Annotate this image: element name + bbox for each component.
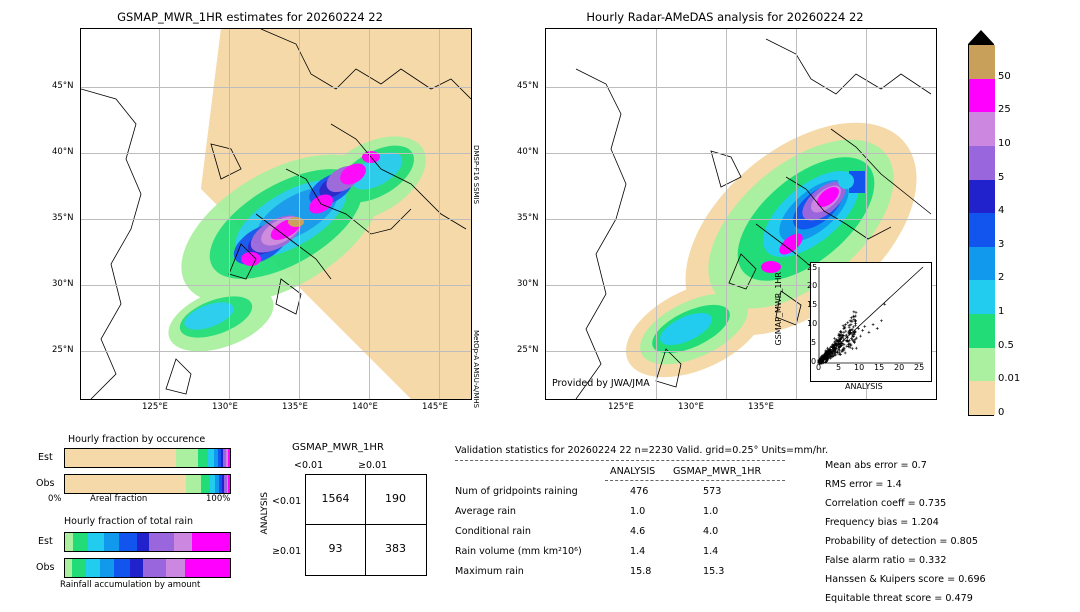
bar-segment — [174, 533, 192, 551]
scatter-point — [863, 325, 866, 328]
scatter-xlabel: ANALYSIS — [845, 382, 883, 391]
colorbar-label: 2 — [998, 272, 1005, 284]
bar-segment — [100, 559, 114, 577]
scatter-point — [846, 321, 849, 324]
scatter-point — [846, 336, 849, 339]
validation-row — [455, 486, 795, 506]
colorbar-segment — [969, 247, 995, 281]
validation-metric: Equitable threat score = 0.479 — [825, 593, 973, 604]
bar-segment — [119, 533, 137, 551]
colorbar-segment — [969, 45, 995, 79]
colorbar-segment — [969, 180, 995, 214]
validation-row-analysis: 4.6 — [630, 526, 646, 537]
validation-col-header-gsmap: GSMAP_MWR_1HR — [673, 466, 762, 477]
validation-metric: Probability of detection = 0.805 — [825, 536, 978, 547]
lon-label: 130°E — [678, 402, 704, 412]
colorbar-label: 25 — [998, 104, 1011, 116]
gridline-lat — [546, 219, 936, 220]
validation-rows — [455, 486, 795, 586]
gridline-lon — [159, 29, 160, 399]
contingency-col-header-2: ≥0.01 — [358, 460, 388, 471]
contingency-col-header-1: <0.01 — [294, 460, 324, 471]
colorbar-segment — [969, 112, 995, 146]
validation-metric: Mean abs error = 0.7 — [825, 460, 927, 471]
lon-label: 135°E — [748, 402, 774, 412]
colorbar-label: 10 — [998, 137, 1011, 149]
scatter-ytick: 10 — [807, 319, 818, 328]
validation-row-gsmap: 4.0 — [703, 526, 719, 537]
scatter-ytick: 15 — [807, 300, 818, 309]
scatter-inset — [807, 262, 932, 382]
validation-row — [455, 566, 795, 586]
occurrence-axis-label: Areal fraction — [90, 494, 148, 504]
colorbar-segment — [969, 348, 995, 382]
validation-row-analysis: 15.8 — [630, 566, 652, 577]
colorbar-segment — [969, 280, 995, 314]
scatter-xtick: 15 — [874, 363, 885, 372]
scatter-point — [855, 347, 858, 350]
validation-row — [455, 546, 795, 566]
scatter-xtick: 25 — [914, 363, 925, 372]
contingency-cell-01: 190 — [385, 492, 406, 505]
scatter-ytick: 20 — [807, 281, 818, 290]
gridline-lat — [81, 351, 471, 352]
bar-segment — [65, 475, 186, 493]
gridline-lat — [546, 153, 936, 154]
contingency-row-header-1-text: <0.01 — [272, 496, 302, 507]
lat-label: 45°N — [517, 81, 539, 91]
occurrence-chart — [20, 434, 250, 514]
bar-segment — [228, 475, 230, 493]
lat-label: 25°N — [52, 345, 74, 355]
gridline-lat — [81, 87, 471, 88]
scatter-point — [847, 345, 850, 348]
lat-label: 25°N — [517, 345, 539, 355]
bar-segment — [65, 559, 72, 577]
bar-segment — [185, 559, 230, 577]
validation-row-label: Conditional rain — [455, 526, 531, 537]
scatter-point — [868, 331, 871, 334]
bar-segment — [137, 533, 149, 551]
contingency-cell-00: 1564 — [321, 492, 350, 505]
total-rain-bar-est — [64, 532, 231, 552]
occurrence-bar-est — [64, 448, 231, 468]
scatter-point — [861, 329, 864, 332]
bar-segment — [166, 559, 185, 577]
total-rain-bar-obs — [64, 558, 231, 578]
scatter-xtick: 0 — [816, 363, 822, 372]
validation-row-gsmap: 1.4 — [703, 546, 719, 557]
lon-label: 130°E — [212, 402, 238, 412]
bar-segment — [201, 475, 209, 493]
validation-row-analysis: 476 — [630, 486, 649, 497]
scatter-point — [844, 352, 847, 355]
scatter-point — [833, 337, 836, 340]
scatter-ytick: 0 — [811, 357, 817, 366]
scatter-point — [838, 351, 841, 354]
contingency-row-header-2 — [272, 546, 301, 557]
occurrence-row-label-obs: Obs — [36, 478, 55, 489]
gridline-lon — [796, 29, 797, 399]
lat-label: 30°N — [517, 279, 539, 289]
occurrence-row-label-est: Est — [38, 452, 53, 463]
scatter-xtick: 5 — [836, 363, 842, 372]
scatter-point — [859, 335, 862, 338]
scatter-point — [855, 311, 858, 314]
provided-by-label: Provided by JWA/JMA — [552, 378, 650, 389]
contingency-grid — [305, 474, 427, 576]
lat-label: 40°N — [517, 147, 539, 157]
validation-metric: Hanssen & Kuipers score = 0.696 — [825, 574, 986, 585]
colorbar-label: 0.01 — [998, 373, 1021, 385]
validation-row-label: Num of gridpoints raining — [455, 486, 578, 497]
scatter-ylabel: GSMAP_MWR_1HR — [774, 272, 783, 346]
lon-label: 145°E — [422, 402, 448, 412]
bar-segment — [149, 533, 174, 551]
colorbar-segment — [969, 381, 995, 415]
total-rain-axis-label: Rainfall accumulation by amount — [60, 580, 201, 590]
scatter-point — [855, 337, 858, 340]
left-map-panel — [0, 0, 500, 430]
scatter-point — [876, 327, 879, 330]
scatter-plot — [811, 263, 929, 379]
colorbar-label: 1 — [998, 306, 1005, 318]
total-rain-chart — [20, 516, 250, 602]
bar-segment — [88, 533, 104, 551]
contingency-cell-11: 383 — [385, 542, 406, 555]
coastline-left — [81, 29, 471, 399]
scatter-ytick: 25 — [807, 263, 818, 272]
validation-row-gsmap: 1.0 — [703, 506, 719, 517]
bar-segment — [73, 533, 88, 551]
colorbar-label: 0.5 — [998, 339, 1014, 351]
lat-label: 35°N — [517, 213, 539, 223]
gridline-lon — [439, 29, 440, 399]
validation-row-label: Maximum rain — [455, 566, 524, 577]
gridline-lat — [81, 219, 471, 220]
gridline-lon — [229, 29, 230, 399]
colorbar-segments — [968, 44, 994, 416]
validation-row-gsmap: 15.3 — [703, 566, 725, 577]
occurrence-axis-max: 100% — [206, 494, 231, 504]
validation-col-header-analysis: ANALYSIS — [610, 466, 656, 477]
gridline-lat — [546, 87, 936, 88]
gridline-lat — [81, 153, 471, 154]
lon-label: 135°E — [282, 402, 308, 412]
bar-segment — [65, 533, 73, 551]
total-rain-title: Hourly fraction of total rain — [64, 516, 193, 527]
satellite-label-amsu: MetOp-A AMSU-A/MHS — [472, 330, 480, 409]
contingency-row-header-2-text: ≥0.01 — [272, 546, 302, 557]
validation-row — [455, 526, 795, 546]
right-map-panel — [500, 0, 960, 430]
contingency-title: GSMAP_MWR_1HR — [292, 442, 384, 453]
validation-metric: Correlation coeff = 0.735 — [825, 498, 947, 509]
validation-row-label: Average rain — [455, 506, 517, 517]
lon-label: 125°E — [608, 402, 634, 412]
scatter-point — [850, 316, 853, 319]
total-rain-row-label-est: Est — [38, 536, 53, 547]
bar-segment — [130, 559, 142, 577]
lat-label: 45°N — [52, 81, 74, 91]
gridline-lon — [369, 29, 370, 399]
colorbar-label: 0 — [998, 407, 1005, 418]
contingency-row-axis-label: ANALYSIS — [260, 492, 270, 535]
contingency-table — [260, 434, 430, 594]
colorbar-label: 4 — [998, 205, 1005, 217]
lon-label: 125°E — [142, 402, 168, 412]
bar-segment — [86, 559, 100, 577]
validation-metric: RMS error = 1.4 — [825, 479, 902, 490]
lon-label: 140°E — [352, 402, 378, 412]
validation-row — [455, 506, 795, 526]
validation-row-gsmap: 573 — [703, 486, 722, 497]
gridline-lon — [299, 29, 300, 399]
validation-statistics — [455, 440, 1070, 610]
validation-row-analysis: 1.0 — [630, 506, 646, 517]
bar-segment — [114, 559, 131, 577]
colorbar-segment — [969, 314, 995, 348]
colorbar-label: 3 — [998, 238, 1005, 250]
gridline-lon — [656, 29, 657, 399]
bar-segment — [198, 449, 208, 467]
scatter-point — [872, 323, 875, 326]
left-panel-title: GSMAP_MWR_1HR estimates for 20260224 22 — [117, 10, 383, 24]
right-panel-title: Hourly Radar-AMeDAS analysis for 20260224 22 — [586, 10, 864, 24]
colorbar-label: 50 — [998, 70, 1011, 82]
scatter-point — [845, 345, 848, 348]
lat-label: 40°N — [52, 147, 74, 157]
gridline-lat — [81, 285, 471, 286]
validation-metric: Frequency bias = 1.204 — [825, 517, 939, 528]
colorbar-arrow-top — [968, 30, 994, 44]
occurrence-axis-min: 0% — [48, 494, 62, 504]
gridline-lon — [726, 29, 727, 399]
scatter-point — [852, 326, 855, 329]
colorbar — [968, 30, 1078, 430]
total-rain-row-label-obs: Obs — [36, 562, 55, 573]
bar-segment — [192, 533, 230, 551]
scatter-ytick: 5 — [811, 338, 817, 347]
colorbar-segment — [969, 79, 995, 113]
scatter-point — [839, 353, 842, 356]
contingency-row-header-1 — [272, 496, 301, 507]
lat-label: 30°N — [52, 279, 74, 289]
scatter-point — [852, 310, 855, 313]
bar-segment — [72, 559, 85, 577]
colorbar-segment — [969, 146, 995, 180]
occurrence-bar-obs — [64, 474, 231, 494]
left-map-frame — [80, 28, 472, 400]
scatter-point — [848, 326, 851, 329]
bar-segment — [186, 475, 201, 493]
satellite-label-ssmis: DMSP-F16 SSMIS — [472, 145, 480, 205]
scatter-point — [854, 324, 857, 327]
validation-row-label: Rain volume (mm km²10⁶) — [455, 546, 582, 557]
colorbar-segment — [969, 213, 995, 247]
validation-metrics — [825, 460, 1075, 612]
bar-segment — [65, 449, 176, 467]
validation-row-analysis: 1.4 — [630, 546, 646, 557]
validation-metric: False alarm ratio = 0.332 — [825, 555, 947, 566]
bar-segment — [228, 449, 230, 467]
bar-segment — [104, 533, 119, 551]
bar-segment — [176, 449, 198, 467]
scatter-xtick: 10 — [854, 363, 865, 372]
colorbar-label: 5 — [998, 171, 1005, 183]
lat-label: 35°N — [52, 213, 74, 223]
scatter-xtick: 20 — [894, 363, 905, 372]
bar-segment — [143, 559, 167, 577]
contingency-cell-10: 93 — [328, 542, 343, 555]
scatter-point — [880, 319, 883, 322]
occurrence-title: Hourly fraction by occurence — [68, 434, 206, 445]
validation-header: Validation statistics for 20260224 22 n=2230 Valid. grid=0.25° Units=mm/hr. — [455, 445, 829, 456]
